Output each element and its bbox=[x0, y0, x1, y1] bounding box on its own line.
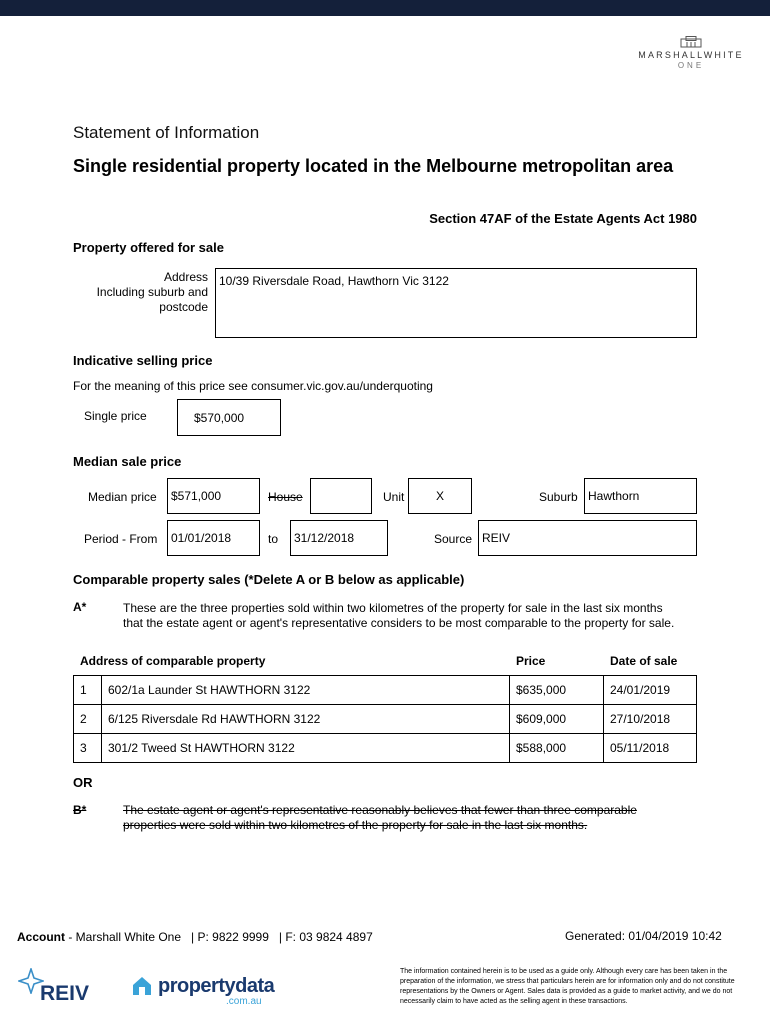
row-address: 6/125 Riversdale Rd HAWTHORN 3122 bbox=[102, 705, 510, 734]
propertydata-logo bbox=[130, 972, 280, 1008]
source-field[interactable]: REIV bbox=[478, 520, 697, 556]
row-address: 301/2 Tweed St HAWTHORN 3122 bbox=[102, 734, 510, 763]
address-label-line: postcode bbox=[159, 300, 208, 314]
property-heading: Property offered for sale bbox=[73, 240, 224, 255]
or-label: OR bbox=[73, 775, 93, 790]
col-date-header: Date of sale bbox=[610, 654, 678, 668]
median-price-field[interactable]: $571,000 bbox=[167, 478, 260, 514]
col-price-header: Price bbox=[516, 654, 546, 668]
address-field[interactable]: 10/39 Riversdale Road, Hawthorn Vic 3122 bbox=[215, 268, 697, 338]
single-price-label: Single price bbox=[84, 409, 147, 423]
period-from-field[interactable]: 01/01/2018 bbox=[167, 520, 260, 556]
row-date: 05/11/2018 bbox=[604, 734, 697, 763]
table-row bbox=[74, 705, 697, 734]
address-label-line: Address bbox=[163, 270, 208, 284]
median-price-label: Median price bbox=[88, 490, 157, 504]
single-price-field[interactable]: $570,000 bbox=[177, 399, 281, 436]
row-number: 2 bbox=[74, 705, 102, 734]
brand-sub: ONE bbox=[677, 61, 705, 70]
brand-logo bbox=[630, 36, 752, 70]
propertydata-house-icon bbox=[130, 974, 154, 998]
median-heading: Median sale price bbox=[73, 454, 182, 469]
table-row bbox=[74, 734, 697, 763]
indicative-note: For the meaning of this price see consumer.vic.gov.au/underquoting bbox=[73, 379, 433, 393]
top-bar bbox=[0, 0, 770, 16]
suburb-label: Suburb bbox=[539, 490, 578, 504]
col-address-header: Address of comparable property bbox=[80, 654, 266, 668]
house-field[interactable] bbox=[310, 478, 372, 514]
row-number: 1 bbox=[74, 676, 102, 705]
option-a-text: These are the three properties sold within two kilometres of the property for sale in the last six months that the estate agent or agent's representative considers to be most comparable to the property for sale. bbox=[123, 601, 675, 630]
house-label: House bbox=[268, 490, 303, 504]
row-price: $588,000 bbox=[510, 734, 604, 763]
table-row bbox=[74, 676, 697, 705]
option-b-label: B* bbox=[73, 803, 87, 817]
address-label-line: Including suburb and bbox=[96, 285, 208, 299]
section-reference: Section 47AF of the Estate Agents Act 1980 bbox=[429, 211, 697, 226]
option-b-text: The estate agent or agent's representative reasonably believes that fewer than three comparable properties were sold within two kilometres of the property for sale in the last six months. bbox=[123, 803, 637, 832]
row-price: $635,000 bbox=[510, 676, 604, 705]
account-label: Account bbox=[17, 930, 65, 944]
generated-timestamp: Generated: 01/04/2019 10:42 bbox=[565, 929, 722, 943]
unit-field[interactable]: X bbox=[408, 478, 472, 514]
unit-label: Unit bbox=[383, 490, 405, 504]
period-to-field[interactable]: 31/12/2018 bbox=[290, 520, 388, 556]
indicative-heading: Indicative selling price bbox=[73, 353, 213, 368]
comparable-heading: Comparable property sales (*Delete A or B below as applicable) bbox=[73, 572, 465, 587]
option-a-label: A* bbox=[73, 600, 87, 614]
account-details: - Marshall White One | P: 9822 9999 | F: 03 9824 4897 bbox=[65, 930, 373, 944]
suburb-field[interactable]: Hawthorn bbox=[584, 478, 697, 514]
propertydata-text: propertydata bbox=[158, 975, 275, 997]
row-date: 24/01/2019 bbox=[604, 676, 697, 705]
document-heading: Statement of Information bbox=[73, 123, 260, 142]
address-label bbox=[70, 270, 208, 315]
comparable-table bbox=[73, 675, 697, 763]
disclaimer-text: The information contained herein is to be used as a guide only. Although every care has been taken in the preparation of the information, we stress that particulars herein are for information only and do not constitute representations by the Owners or Agent. Sales data is provided as a guide to market activity, and we do not necessarily claim to have acted as the selling agent in these transactions. bbox=[400, 968, 735, 1005]
document-title: Single residential property located in the Melbourne metropolitan area bbox=[73, 156, 674, 176]
footer-account bbox=[17, 930, 373, 944]
source-label: Source bbox=[434, 532, 473, 546]
reiv-logo-text: REIV bbox=[40, 982, 90, 1005]
row-number: 3 bbox=[74, 734, 102, 763]
propertydata-domain: .com.au bbox=[226, 996, 262, 1007]
building-logo-icon bbox=[680, 36, 702, 48]
row-date: 27/10/2018 bbox=[604, 705, 697, 734]
row-price: $609,000 bbox=[510, 705, 604, 734]
reiv-logo bbox=[18, 968, 98, 1008]
brand-name: MARSHALLWHITE bbox=[638, 50, 744, 60]
period-to-label: to bbox=[268, 532, 279, 546]
period-from-label: Period - From bbox=[84, 532, 158, 546]
row-address: 602/1a Launder St HAWTHORN 3122 bbox=[102, 676, 510, 705]
